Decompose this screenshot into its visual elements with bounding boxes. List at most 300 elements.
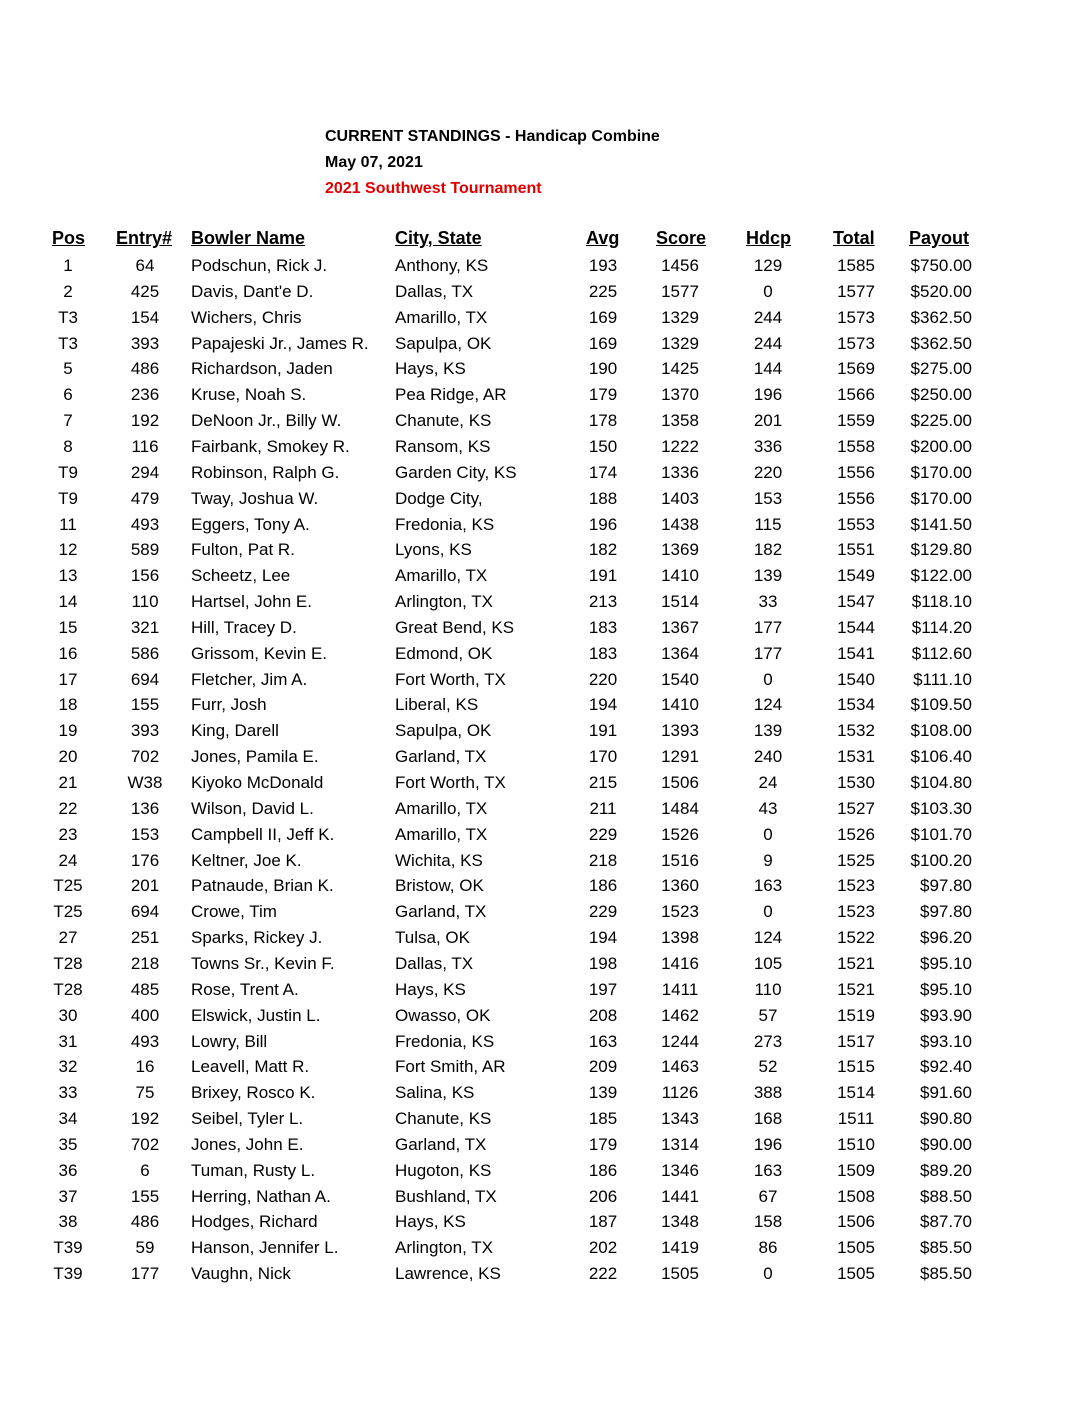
cell-handicap: 182 [753,540,783,560]
cell-entry-number: 702 [130,1134,160,1154]
table-row [0,641,1088,667]
cell-position: 12 [58,540,78,560]
cell-city-state: Amarillo, TX [395,307,488,327]
cell-total: 1523 [837,902,875,922]
cell-entry-number: 485 [130,979,160,999]
cell-score: 1410 [661,566,699,586]
cell-payout: $91.60 [920,1083,972,1103]
col-header-avg: Avg [586,228,620,248]
cell-city-state: Amarillo, TX [395,824,488,844]
cell-average: 215 [588,773,618,792]
cell-average: 183 [588,617,618,637]
cell-payout: $97.80 [920,876,972,896]
cell-entry-number: 251 [130,928,160,948]
cell-handicap: 177 [753,617,783,637]
cell-entry-number: 155 [130,1186,160,1206]
cell-total: 1566 [837,385,875,405]
cell-score: 1523 [661,902,699,922]
cell-average: 163 [588,1031,618,1051]
cell-average: 225 [588,281,618,301]
cell-city-state: Amarillo, TX [395,566,488,586]
cell-handicap: 33 [758,592,778,612]
cell-average: 179 [588,1134,618,1154]
cell-total: 1551 [837,540,875,560]
cell-payout: $362.50 [910,307,972,327]
cell-city-state: Bushland, TX [395,1186,497,1206]
cell-bowler-name: Wilson, David L. [191,798,314,818]
table-row [0,434,1088,460]
cell-entry-number: 75 [135,1083,155,1103]
cell-total: 1547 [837,592,875,612]
cell-score: 1577 [661,281,699,301]
table-row [0,848,1088,874]
cell-entry-number: 156 [130,566,160,586]
cell-city-state: Garden City, KS [395,462,517,482]
cell-entry-number: 153 [130,824,160,844]
table-row [0,1184,1088,1210]
cell-position: 2 [63,281,73,301]
cell-handicap: 220 [753,462,783,482]
cell-total: 1553 [837,514,875,534]
table-row [0,899,1088,925]
cell-handicap: 388 [753,1083,783,1103]
cell-average: 198 [588,953,618,973]
cell-bowler-name: Brixey, Rosco K. [191,1083,316,1103]
table-row [0,331,1088,357]
cell-handicap: 124 [753,928,783,948]
cell-average: 209 [588,1057,618,1077]
cell-handicap: 124 [753,695,783,715]
cell-payout: $106.40 [910,747,972,767]
cell-city-state: Ransom, KS [395,436,491,456]
cell-total: 1540 [837,669,875,689]
cell-total: 1530 [837,773,875,792]
cell-handicap: 153 [753,488,783,508]
cell-city-state: Hugoton, KS [395,1160,492,1180]
cell-handicap: 336 [753,436,783,456]
cell-city-state: Dodge City, [395,488,483,508]
cell-average: 197 [588,979,618,999]
cell-average: 206 [588,1186,618,1206]
cell-score: 1484 [661,798,699,818]
cell-payout: $92.40 [920,1057,972,1077]
table-row [0,589,1088,615]
cell-average: 191 [588,721,618,741]
cell-handicap: 139 [753,721,783,741]
cell-city-state: Tulsa, OK [395,928,470,948]
cell-payout: $225.00 [910,411,972,431]
cell-city-state: Garland, TX [395,1134,487,1154]
cell-bowler-name: Keltner, Joe K. [191,850,302,870]
cell-bowler-name: Rose, Trent A. [191,979,299,999]
cell-city-state: Fort Worth, TX [395,773,506,792]
cell-entry-number: 192 [130,411,160,431]
cell-entry-number: 176 [130,850,160,870]
cell-city-state: Owasso, OK [395,1005,491,1025]
cell-score: 1462 [661,1005,699,1025]
cell-payout: $129.80 [910,540,972,560]
cell-entry-number: W38 [127,773,163,792]
cell-entry-number: 154 [130,307,160,327]
cell-payout: $118.10 [911,592,972,612]
cell-payout: $109.50 [910,695,972,715]
cell-bowler-name: Scheetz, Lee [191,566,291,586]
cell-position: 22 [58,798,78,818]
cell-position: 37 [58,1186,78,1206]
cell-payout: $111.10 [913,669,972,689]
table-row [0,1209,1088,1235]
cell-total: 1506 [837,1212,875,1232]
cell-score: 1222 [661,436,699,456]
cell-average: 208 [588,1005,618,1025]
cell-position: 14 [58,592,78,612]
cell-payout: $87.70 [920,1212,972,1232]
table-row [0,512,1088,538]
cell-total: 1541 [837,643,875,663]
cell-payout: $362.50 [910,333,972,353]
table-row [0,356,1088,382]
table-row [0,692,1088,718]
cell-entry-number: 694 [130,669,160,689]
cell-city-state: Arlington, TX [395,592,493,612]
cell-entry-number: 493 [130,514,160,534]
cell-score: 1291 [661,747,699,767]
col-header-hdcp: Hdcp [746,228,791,248]
cell-position: T9 [58,488,78,508]
cell-payout: $104.80 [910,773,972,792]
table-row [0,718,1088,744]
cell-handicap: 43 [758,798,778,818]
cell-payout: $170.00 [910,488,972,508]
cell-payout: $85.50 [920,1238,972,1258]
cell-entry-number: 236 [130,385,160,405]
cell-city-state: Garland, TX [395,902,487,922]
cell-total: 1544 [837,617,875,637]
cell-position: 34 [58,1109,78,1129]
cell-payout: $103.30 [910,798,972,818]
cell-entry-number: 400 [130,1005,160,1025]
cell-average: 213 [588,592,618,612]
cell-score: 1463 [661,1057,699,1077]
table-row [0,977,1088,1003]
cell-position: 35 [58,1134,78,1154]
cell-score: 1346 [661,1160,699,1180]
cell-total: 1511 [837,1109,875,1129]
cell-position: 11 [59,514,77,534]
cell-position: 15 [58,617,78,637]
cell-city-state: Bristow, OK [395,876,484,896]
cell-position: 6 [63,385,73,405]
cell-position: T25 [53,876,83,896]
cell-handicap: 244 [753,307,783,327]
cell-city-state: Chanute, KS [395,1109,492,1129]
cell-average: 178 [588,411,618,431]
cell-score: 1456 [661,256,699,275]
cell-total: 1532 [837,721,875,741]
cell-total: 1509 [837,1160,875,1180]
cell-city-state: Anthony, KS [395,256,489,275]
cell-bowler-name: Hartsel, John E. [191,592,312,612]
cell-total: 1523 [837,876,875,896]
cell-score: 1369 [661,540,699,560]
cell-payout: $88.50 [920,1186,972,1206]
col-header-total: Total [833,228,875,248]
cell-score: 1244 [661,1031,699,1051]
cell-handicap: 168 [753,1109,783,1129]
cell-city-state: Hays, KS [395,1212,466,1232]
cell-handicap: 177 [753,643,783,663]
cell-handicap: 57 [758,1005,778,1025]
cell-bowler-name: Herring, Nathan A. [191,1186,331,1206]
cell-score: 1410 [661,695,699,715]
cell-score: 1348 [661,1212,699,1232]
cell-handicap: 144 [753,359,783,379]
cell-score: 1398 [661,928,699,948]
cell-city-state: Garland, TX [395,747,487,767]
col-header-payout: Payout [909,228,970,248]
cell-bowler-name: Kruse, Noah S. [191,385,307,405]
cell-city-state: Sapulpa, OK [395,721,492,741]
cell-position: 36 [58,1160,78,1180]
cell-handicap: 105 [753,953,783,973]
table-row [0,1003,1088,1029]
cell-handicap: 273 [753,1031,783,1051]
cell-bowler-name: Jones, John E. [191,1134,304,1154]
cell-score: 1505 [661,1264,699,1284]
cell-total: 1573 [837,307,875,327]
cell-entry-number: 177 [130,1264,160,1284]
cell-bowler-name: DeNoon Jr., Billy W. [191,411,342,431]
cell-position: 23 [58,824,78,844]
cell-bowler-name: Elswick, Justin L. [191,1005,321,1025]
cell-handicap: 110 [754,979,782,999]
cell-bowler-name: Crowe, Tim [191,902,277,922]
cell-payout: $122.00 [910,566,972,586]
cell-bowler-name: Tway, Joshua W. [191,488,319,508]
cell-handicap: 0 [763,902,773,922]
cell-position: 21 [58,773,78,792]
cell-average: 187 [588,1212,618,1232]
table-row [0,305,1088,331]
cell-city-state: Fredonia, KS [395,514,495,534]
cell-payout: $93.10 [920,1031,972,1051]
cell-position: 16 [58,643,78,663]
cell-total: 1569 [837,359,875,379]
cell-payout: $100.20 [910,850,972,870]
cell-total: 1521 [837,979,875,999]
cell-bowler-name: Davis, Dant'e D. [191,281,314,301]
cell-score: 1314 [661,1134,699,1154]
cell-city-state: Liberal, KS [395,695,479,715]
cell-handicap: 115 [754,514,782,534]
cell-bowler-name: Seibel, Tyler L. [191,1109,304,1129]
cell-total: 1556 [837,462,875,482]
page-title: CURRENT STANDINGS - Handicap Combine [325,128,660,145]
cell-payout: $85.50 [920,1264,972,1284]
cell-handicap: 67 [758,1186,778,1206]
cell-total: 1577 [837,281,875,301]
cell-bowler-name: Sparks, Rickey J. [191,928,323,948]
cell-entry-number: 425 [130,281,160,301]
cell-entry-number: 201 [130,876,160,896]
cell-position: T3 [58,333,78,353]
cell-bowler-name: Hanson, Jennifer L. [191,1238,339,1258]
cell-average: 202 [588,1238,618,1258]
table-row [0,1080,1088,1106]
cell-entry-number: 136 [130,798,160,818]
cell-entry-number: 218 [130,953,160,973]
cell-average: 229 [588,902,618,922]
cell-entry-number: 393 [130,333,160,353]
cell-city-state: Hays, KS [395,359,466,379]
cell-total: 1505 [837,1264,875,1284]
cell-bowler-name: Fairbank, Smokey R. [191,436,350,456]
cell-bowler-name: Kiyoko McDonald [191,773,324,792]
cell-handicap: 139 [753,566,783,586]
cell-average: 179 [588,385,618,405]
cell-average: 186 [588,1160,618,1180]
col-header-pos: Pos [52,228,86,248]
cell-bowler-name: Hodges, Richard [191,1212,318,1232]
tournament-name: 2021 Southwest Tournament [325,180,542,197]
cell-bowler-name: Robinson, Ralph G. [191,462,340,482]
cell-average: 185 [588,1109,618,1129]
cell-city-state: Fredonia, KS [395,1031,495,1051]
cell-bowler-name: Fulton, Pat R. [191,540,295,560]
cell-average: 182 [588,540,618,560]
cell-score: 1441 [661,1186,699,1206]
cell-city-state: Dallas, TX [395,281,474,301]
cell-total: 1531 [837,747,875,767]
table-row [0,486,1088,512]
cell-score: 1411 [661,979,699,999]
table-row [0,408,1088,434]
cell-position: 19 [58,721,78,741]
cell-payout: $93.90 [920,1005,972,1025]
cell-bowler-name: Tuman, Rusty L. [191,1160,316,1180]
cell-bowler-name: Hill, Tracey D. [191,617,297,637]
table-row [0,1054,1088,1080]
cell-total: 1534 [837,695,875,715]
cell-total: 1558 [837,436,875,456]
cell-score: 1393 [661,721,699,741]
cell-handicap: 0 [763,824,773,844]
cell-bowler-name: Vaughn, Nick [191,1264,291,1284]
cell-handicap: 201 [753,411,783,431]
cell-position: T39 [53,1238,83,1258]
cell-position: 17 [58,669,78,689]
cell-average: 196 [588,514,618,534]
cell-total: 1521 [837,953,875,973]
cell-average: 222 [588,1264,618,1284]
table-row [0,279,1088,305]
cell-payout: $114.20 [911,617,972,637]
table-row [0,615,1088,641]
table-row [0,1106,1088,1132]
cell-total: 1573 [837,333,875,353]
table-row [0,873,1088,899]
table-row [0,537,1088,563]
cell-payout: $101.70 [910,824,972,844]
cell-total: 1585 [837,256,875,275]
cell-total: 1526 [837,824,875,844]
cell-score: 1336 [661,462,699,482]
cell-city-state: Hays, KS [395,979,466,999]
cell-handicap: 129 [753,256,783,275]
cell-entry-number: 294 [130,462,160,482]
cell-entry-number: 59 [135,1238,155,1258]
cell-city-state: Salina, KS [395,1083,475,1103]
cell-position: T39 [53,1264,83,1284]
cell-city-state: Lyons, KS [395,540,472,560]
cell-city-state: Pea Ridge, AR [395,385,507,405]
cell-city-state: Arlington, TX [395,1238,493,1258]
cell-average: 169 [588,307,618,327]
cell-position: 27 [58,928,78,948]
cell-bowler-name: Podschun, Rick J. [191,256,328,275]
cell-total: 1522 [837,928,875,948]
cell-position: T28 [53,953,83,973]
table-row [0,460,1088,486]
cell-average: 183 [588,643,618,663]
cell-average: 186 [588,876,618,896]
cell-score: 1329 [661,307,699,327]
cell-handicap: 86 [758,1238,778,1258]
cell-handicap: 158 [753,1212,783,1232]
cell-bowler-name: Furr, Josh [191,695,267,715]
cell-score: 1370 [661,385,699,405]
cell-bowler-name: Patnaude, Brian K. [191,876,334,896]
cell-bowler-name: Towns Sr., Kevin F. [191,953,335,973]
cell-score: 1425 [661,359,699,379]
cell-score: 1367 [661,617,699,637]
cell-score: 1506 [661,773,699,792]
col-header-entry: Entry# [116,228,173,248]
cell-score: 1416 [661,953,699,973]
cell-entry-number: 586 [130,643,160,663]
table-row [0,563,1088,589]
cell-position: T3 [58,307,78,327]
cell-entry-number: 479 [130,488,160,508]
cell-position: 24 [58,850,78,870]
cell-average: 188 [588,488,618,508]
cell-position: 7 [63,411,73,431]
table-row [0,253,1088,279]
cell-payout: $90.00 [920,1134,972,1154]
cell-position: T9 [58,462,78,482]
table-row [0,1158,1088,1184]
cell-payout: $750.00 [910,256,972,275]
cell-city-state: Lawrence, KS [395,1264,501,1284]
cell-position: 38 [58,1212,78,1232]
cell-position: 32 [58,1057,78,1077]
cell-payout: $250.00 [910,385,972,405]
cell-average: 150 [588,436,618,456]
cell-position: 8 [63,436,73,456]
cell-city-state: Edmond, OK [395,643,493,663]
cell-position: 30 [58,1005,78,1025]
col-header-city: City, State [395,228,482,248]
cell-total: 1559 [837,411,875,431]
cell-entry-number: 486 [130,1212,160,1232]
cell-total: 1519 [837,1005,875,1025]
cell-average: 194 [588,695,618,715]
cell-total: 1556 [837,488,875,508]
cell-bowler-name: Jones, Pamila E. [191,747,319,767]
cell-average: 218 [588,850,618,870]
cell-entry-number: 702 [130,747,160,767]
cell-position: 5 [63,359,73,379]
